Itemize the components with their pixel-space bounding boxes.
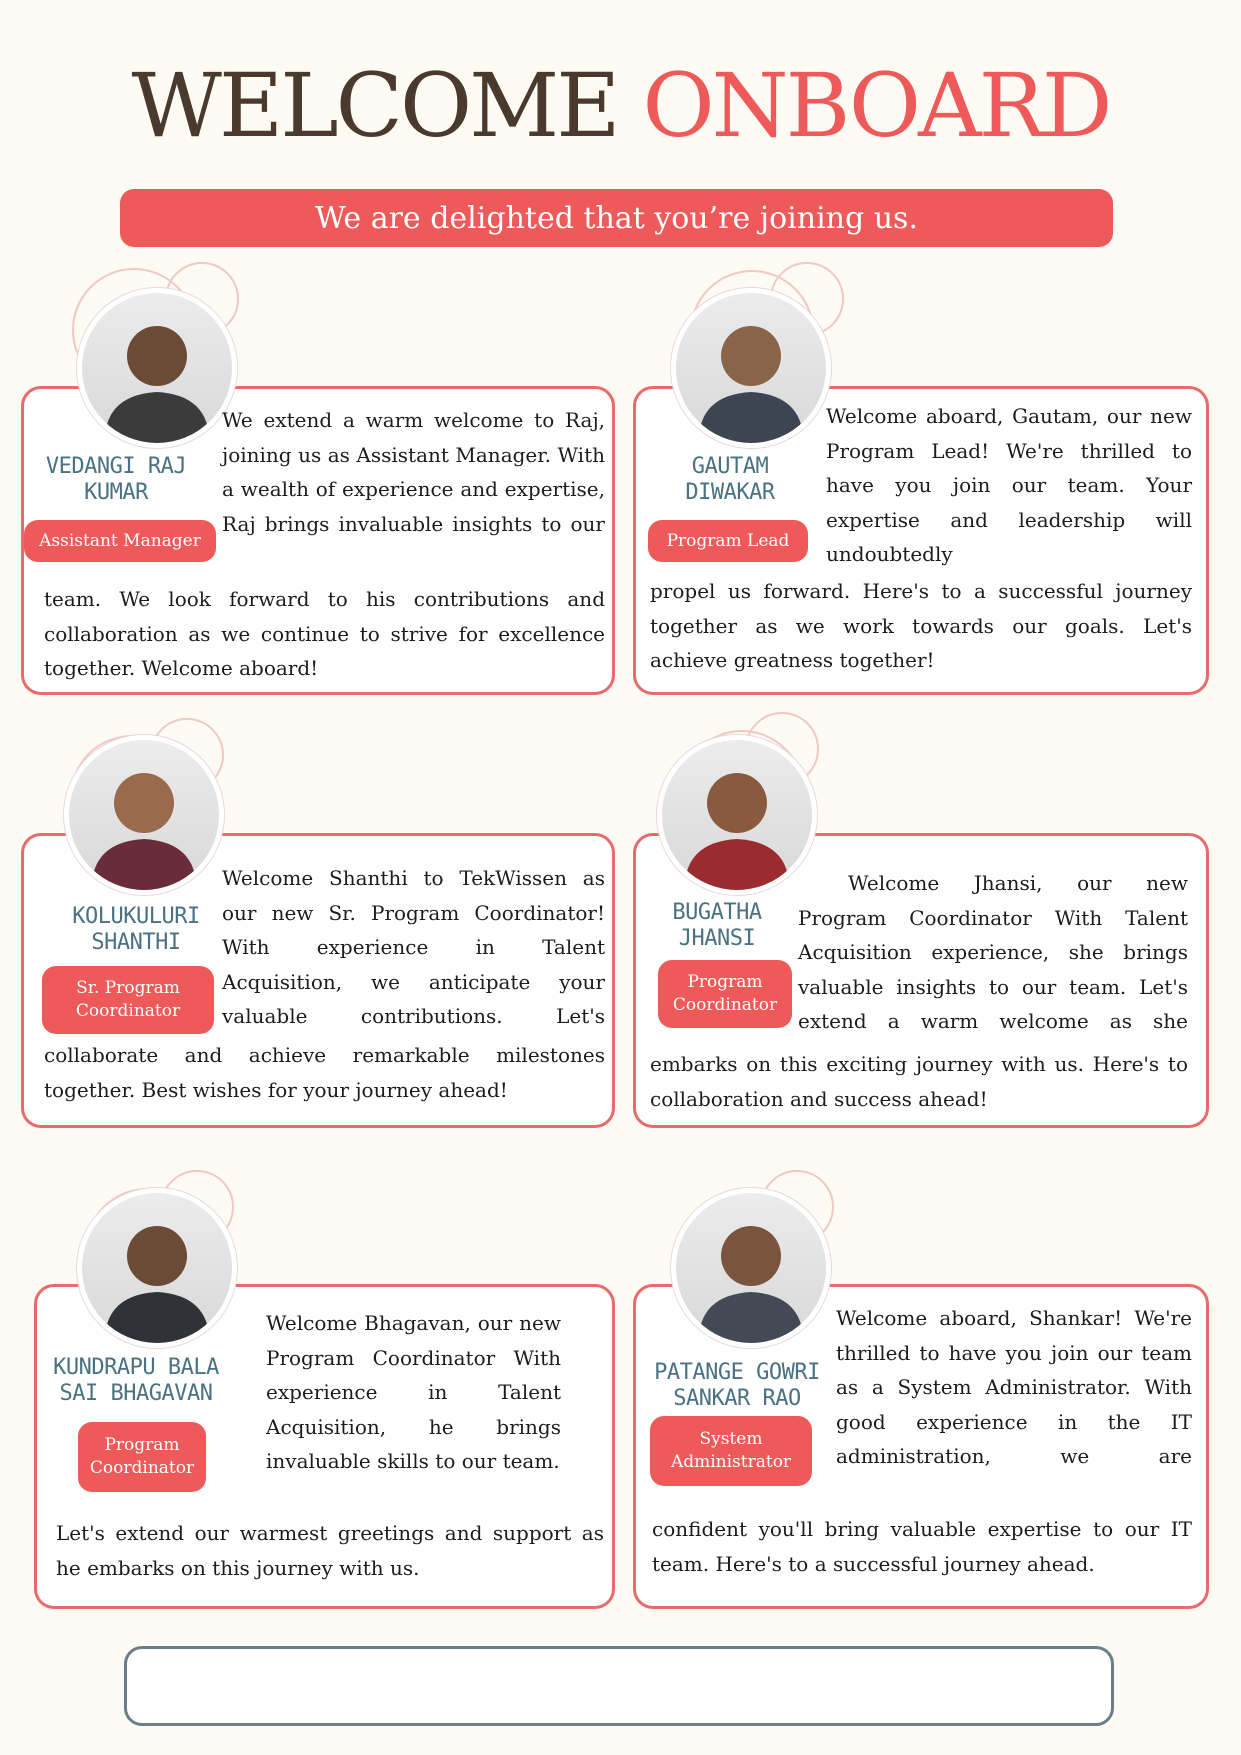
member-text-body: collaborate and achieve remarkable milestones together. Best wishes for your journey ahead! bbox=[44, 1043, 605, 1102]
person-photo-icon bbox=[64, 735, 224, 895]
role-badge: Program Lead bbox=[648, 520, 808, 562]
member-name: BUGATHA JHANSI bbox=[672, 900, 762, 951]
role-badge: Assistant Manager bbox=[24, 520, 216, 562]
member-text-intro: Welcome aboard, Gautam, our new Program Lead! We're thrilled to have you join our team. Your expertise and leadership will undoubtedly bbox=[826, 404, 1192, 566]
member-text-body: propel us forward. Here's to a successful journey together as we work towards our goals. Let's achieve greatness together! bbox=[650, 579, 1192, 672]
member-text-intro: Welcome Jhansi, our new Program Coordinator With Talent Acquisition experience, she brings valuable insights to our team. Let's extend a warm welcome as she bbox=[798, 871, 1188, 1033]
role-badge: Sr. Program Coordinator bbox=[42, 966, 214, 1034]
person-photo-icon bbox=[77, 1188, 237, 1348]
footer-box bbox=[124, 1646, 1114, 1726]
member-name: GAUTAM DIWAKAR bbox=[685, 454, 775, 505]
person-photo-icon bbox=[657, 735, 817, 895]
member-text-intro: Welcome aboard, Shankar! We're thrilled to have you join our team as a System Administrator. With good experience in the IT administration, we are bbox=[836, 1306, 1192, 1468]
welcome-banner: We are delighted that you’re joining us. bbox=[120, 189, 1113, 247]
member-name: KOLUKULURI SHANTHI bbox=[72, 904, 200, 955]
member-text-body: team. We look forward to his contributions and collaboration as we continue to strive for excellence together. Welcome aboard! bbox=[44, 587, 605, 680]
page-title bbox=[0, 54, 1241, 157]
member-name: KUNDRAPU BALA SAI BHAGAVAN bbox=[53, 1355, 219, 1406]
role-badge: Program Coordinator bbox=[658, 960, 792, 1028]
member-text-body: embarks on this exciting journey with us. Here's to collaboration and success ahead! bbox=[650, 1052, 1188, 1111]
member-text-intro: Welcome Shanthi to TekWissen as our new Sr. Program Coordinator! With experience in Talent Acquisition, we anticipate your valuable contributions. Let's bbox=[222, 866, 605, 1028]
person-photo-icon bbox=[77, 288, 237, 448]
title-onboard: ONBOARD bbox=[642, 54, 1110, 157]
role-badge: System Administrator bbox=[650, 1416, 812, 1486]
person-photo-icon bbox=[671, 1188, 831, 1348]
member-text-intro: Welcome Bhagavan, our new Program Coordinator With experience in Talent Acquisition, he brings invaluable skills to our team. bbox=[266, 1311, 561, 1473]
member-text-body: confident you'll bring valuable expertise to our IT team. Here's to a successful journey ahead. bbox=[652, 1517, 1192, 1576]
title-welcome: WELCOME bbox=[131, 54, 618, 157]
member-text-body: Let's extend our warmest greetings and support as he embarks on this journey with us. bbox=[56, 1521, 604, 1580]
member-name: VEDANGI RAJ KUMAR bbox=[45, 454, 187, 505]
role-badge: Program Coordinator bbox=[78, 1422, 206, 1492]
person-photo-icon bbox=[671, 288, 831, 448]
member-name: PATANGE GOWRI SANKAR RAO bbox=[654, 1360, 820, 1411]
member-text-intro: We extend a warm welcome to Raj, joining us as Assistant Manager. With a wealth of experience and expertise, Raj brings invaluable insights to our bbox=[222, 408, 605, 536]
